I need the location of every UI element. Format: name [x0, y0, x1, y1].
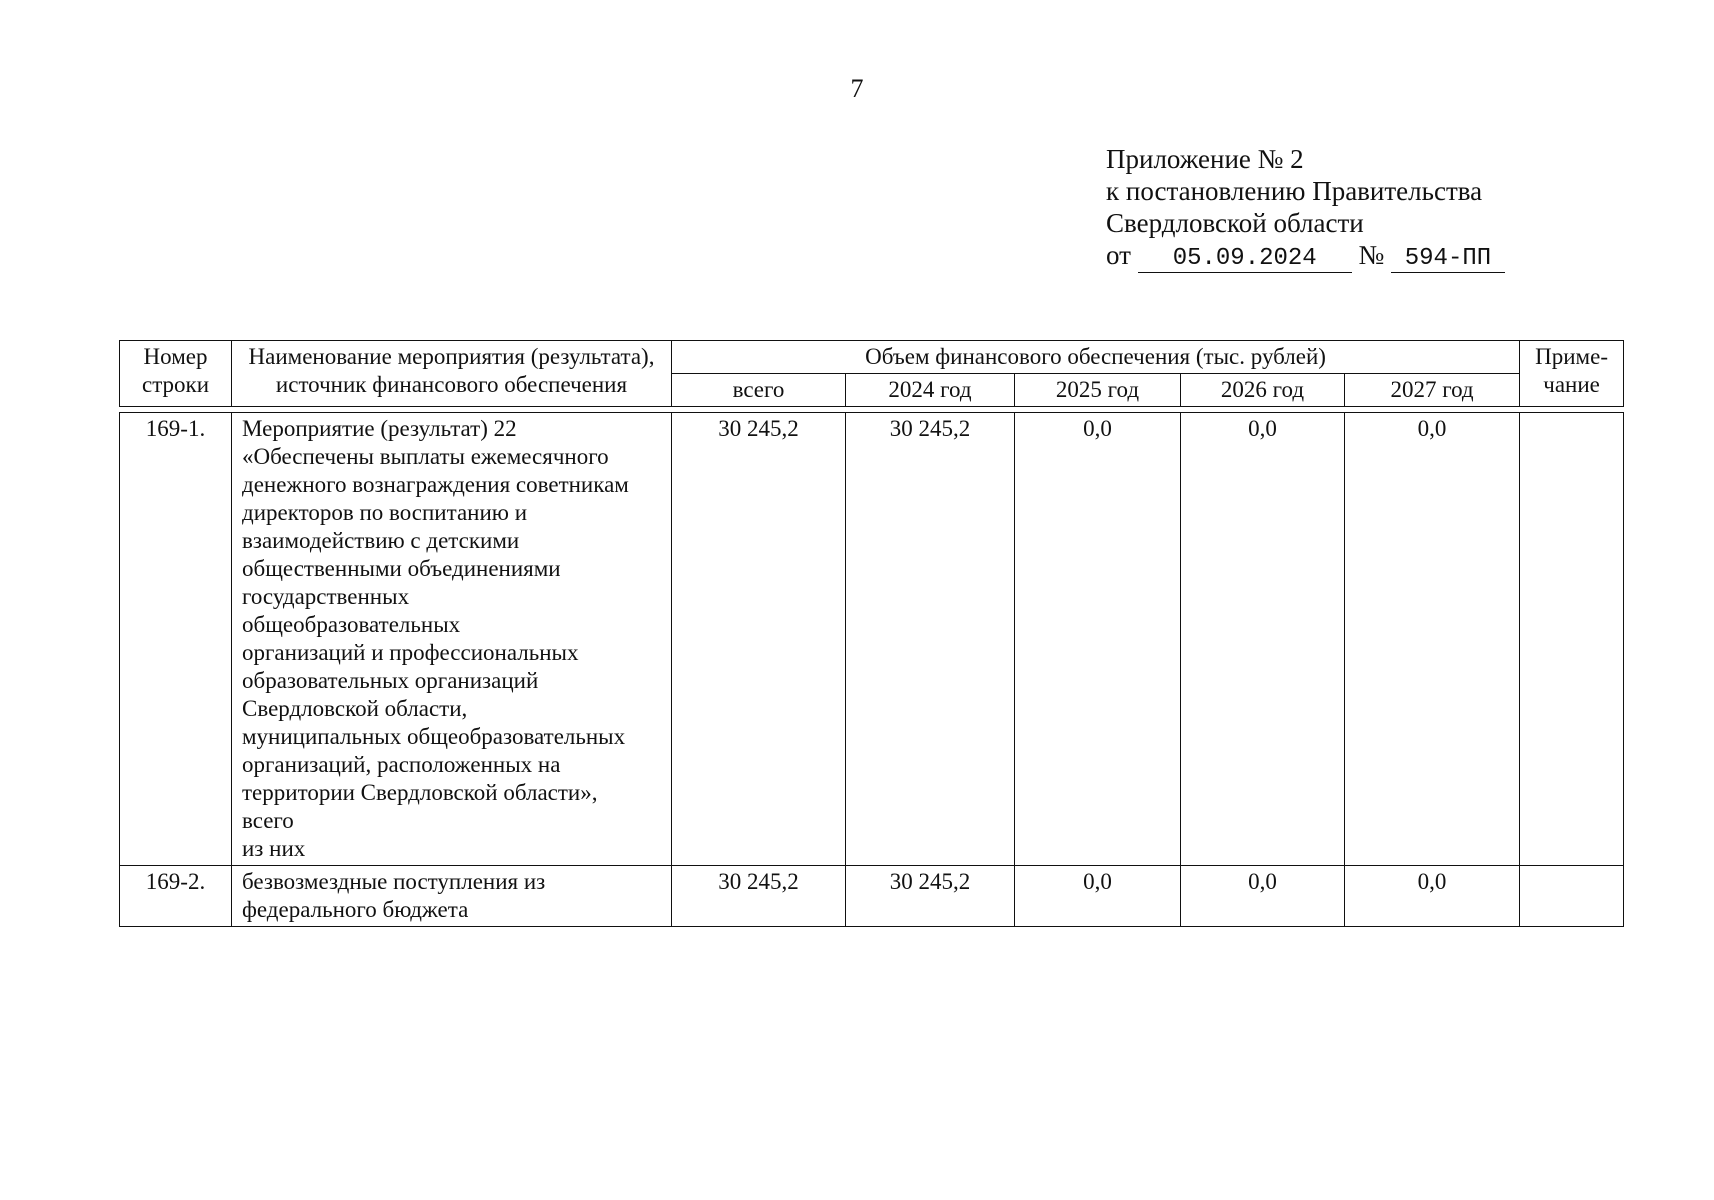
number-prefix: №: [1358, 240, 1385, 270]
table-row: [120, 866, 1624, 927]
name-line: организаций и профессиональных: [242, 640, 579, 665]
header-2027: 2027 год: [1345, 374, 1520, 407]
appendix-block: [1106, 143, 1505, 273]
name-line: взаимодействию с детскими: [242, 528, 520, 553]
name-line: директоров по воспитанию и: [242, 500, 528, 525]
header-total: всего: [672, 374, 846, 407]
name-line: образовательных организаций: [242, 668, 539, 693]
y2026-cell: 0,0: [1181, 866, 1345, 927]
name-line: муниципальных общеобразовательных: [242, 724, 626, 749]
page-number: 7: [850, 74, 864, 103]
funding-table-container: [119, 340, 1623, 927]
name-line: общеобразовательных: [242, 612, 461, 637]
table-row: [120, 413, 1624, 866]
y2026-cell: 0,0: [1181, 413, 1345, 866]
header-row-number: Номер строки: [120, 341, 232, 407]
y2025-cell: 0,0: [1015, 866, 1181, 927]
funding-table: [119, 340, 1624, 927]
name-line: «Обеспечены выплаты ежемесячного: [242, 444, 609, 469]
row-number-cell: 169-2.: [120, 866, 232, 927]
header-row-1: [120, 341, 1624, 374]
y2024-cell: 30 245,2: [846, 413, 1015, 866]
header-name: Наименование мероприятия (результата), источник финансового обеспечения: [232, 341, 672, 407]
y2025-cell: 0,0: [1015, 413, 1181, 866]
name-line: федерального бюджета: [242, 897, 469, 922]
appendix-line-region: Свердловской области: [1106, 208, 1364, 238]
name-line: Мероприятие (результат) 22: [242, 416, 517, 441]
y2024-cell: 30 245,2: [846, 866, 1015, 927]
row-name-cell: [232, 413, 672, 866]
header-2024: 2024 год: [846, 374, 1015, 407]
date-value: 05.09.2024: [1138, 246, 1352, 273]
note-cell: [1520, 866, 1624, 927]
name-line: Свердловской области,: [242, 696, 468, 721]
y2027-cell: 0,0: [1345, 866, 1520, 927]
name-line: всего: [242, 808, 294, 833]
header-2026: 2026 год: [1181, 374, 1345, 407]
header-note: Приме-чание: [1520, 341, 1624, 407]
appendix-title: Приложение № 2: [1106, 144, 1304, 174]
name-line: общественными объединениями: [242, 556, 561, 581]
row-number-cell: 169-1.: [120, 413, 232, 866]
date-prefix: от: [1106, 240, 1131, 270]
name-line: денежного вознаграждения советникам: [242, 472, 629, 497]
name-line: организаций, расположенных на: [242, 752, 561, 777]
appendix-date-line: [1106, 239, 1505, 273]
header-2025: 2025 год: [1015, 374, 1181, 407]
name-line: государственных: [242, 584, 410, 609]
total-cell: 30 245,2: [672, 413, 846, 866]
name-line: безвозмездные поступления из: [242, 869, 546, 894]
number-value: 594-ПП: [1391, 246, 1505, 273]
total-cell: 30 245,2: [672, 866, 846, 927]
name-line: территории Свердловской области»,: [242, 780, 598, 805]
note-cell: [1520, 413, 1624, 866]
row-name-cell: [232, 866, 672, 927]
y2027-cell: 0,0: [1345, 413, 1520, 866]
name-line: из них: [242, 836, 306, 861]
appendix-line-resolution: к постановлению Правительства: [1106, 176, 1483, 206]
header-funding-group: Объем финансового обеспечения (тыс. рублей): [672, 341, 1520, 374]
